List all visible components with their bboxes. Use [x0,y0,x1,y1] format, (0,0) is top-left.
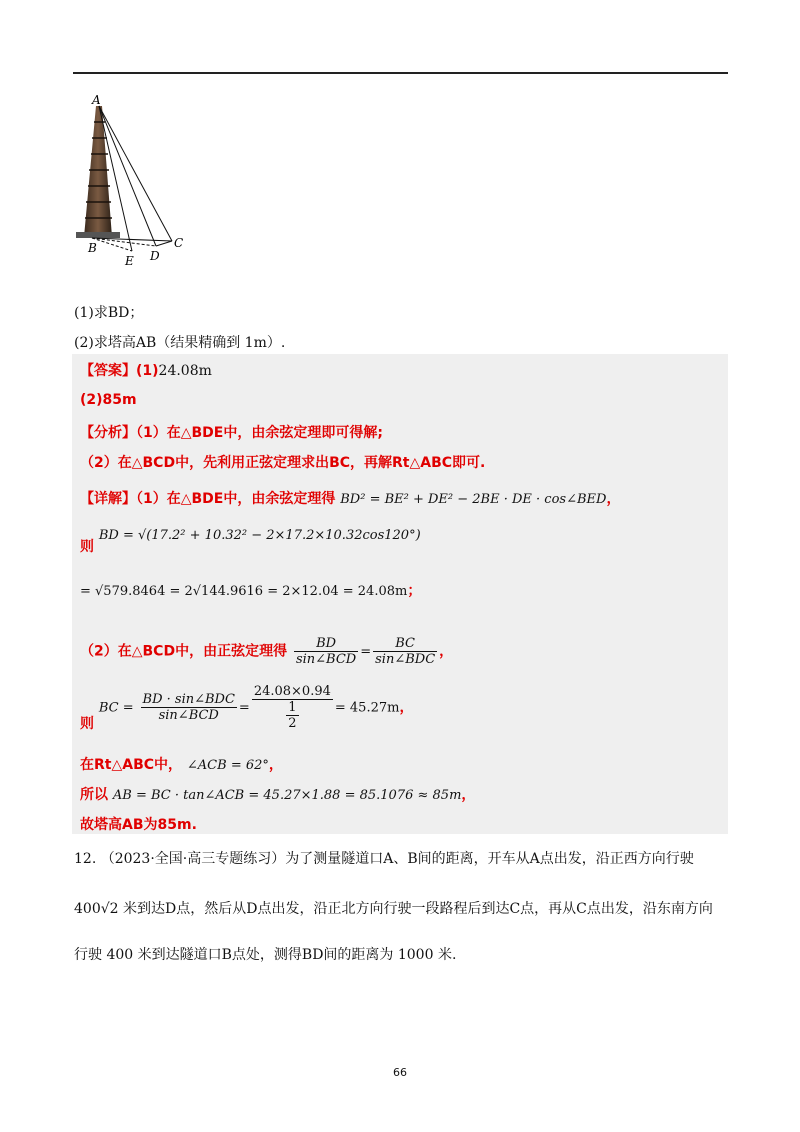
bc-num: BD · sin∠BDC [142,692,235,707]
header-rule [73,72,728,74]
detail-1-end: ， [606,491,621,507]
bd-line [80,528,421,556]
answer-section [72,354,728,834]
analysis-tag: 【分析】 [80,425,136,441]
bc-frac-2 [252,684,333,731]
detail-2-text: （2）在△BCD中，由正弦定理得 [80,643,288,660]
detail-tag: 【详解】 [80,491,136,507]
answer-2: (2)85m [80,392,137,408]
detail-line-1 [80,488,620,508]
answer-1-value: 24.08m [158,363,212,379]
bc-end: ， [399,699,414,716]
so-end: ， [461,787,476,803]
bd-line-2 [80,580,421,600]
bc-left: BC = [98,700,134,716]
sine-law-frac-1 [294,636,358,667]
rt-equation: ∠ACB = 62° [186,758,269,773]
label-C: C [174,236,184,250]
final-answer: 故塔高AB为85m. [80,817,197,833]
detail-1-text: （1）在△BDE中，由余弦定理得 [136,491,336,507]
label-A: A [92,93,101,107]
analysis-line-1 [80,422,383,442]
bd-line-2-end: ； [407,583,422,599]
sine-law-num-1: BD [294,636,358,652]
page-number: 66 [393,1066,407,1079]
label-D: D [150,249,160,263]
answer-1-label: (1) [136,363,159,379]
label-E: E [125,254,134,268]
then-2: 则 [80,715,94,732]
sine-law-num-2: BC [373,636,437,652]
pagoda-base [76,232,120,238]
rt-end: ， [268,757,283,773]
problem-12-line-3: 行驶 400 米到达隧道口B点处，测得BD间的距离为 1000 米. [74,947,457,963]
sine-law-den-2: sin∠BDC [375,652,436,667]
question-2: (2)求塔高AB（结果精确到 1m）. [74,335,286,351]
then-1: 则 [80,539,94,555]
so-equation: AB = BC · tan∠ACB = 45.27×1.88 = 85.1076 ≈ 85m [112,788,462,803]
analysis-2: （2）在△BCD中，先利用正弦定理求出BC，再解Rt△ABC即可. [80,455,486,471]
pagoda-figure [72,92,192,272]
question-1: (1)求BD； [74,305,144,321]
answer-line-1 [80,360,212,380]
analysis-1: （1）在△BDE中，由余弦定理即可得解; [136,425,383,441]
bc-den-2-num: 1 [288,700,297,715]
bc-den-2 [252,700,333,731]
detail-line-2: （2）在△BCD中，由正弦定理得 $\frac{BD}{\text{sin∠BCD}}$ = $\frac{BC}{\text{sin∠BDC}}$ ， [80,636,454,667]
problem-12-line-2: 400√2 米到达D点，然后从D点出发，沿正北方向行驶一段路程后到达C点，再从C点出发，沿东南方向 [74,901,713,917]
answer-tag: 【答案】 [80,363,136,379]
cosine-law-eq: BD² = BE² + DE² − 2BE · DE · cos∠BED [340,492,607,507]
rt-text: 在Rt△ABC中， [80,757,183,773]
detail-2-end: ， [439,643,454,660]
bc-frac-1 [141,692,237,723]
bc-num-2: 24.08×0.94 [253,684,331,699]
bc-den: sin∠BCD [158,708,219,723]
problem-12-line-1: 12. （2023·全国·高三专题练习）为了测量隧道口A、B间的距离，开车从A点出发，沿正西方向行驶 [74,851,694,867]
sine-law-den-1: sin∠BCD [295,652,357,667]
bc-line: 则 BC = $\frac{\text{BD · sin∠BDC}}{\text{sin∠BCD}}$ = $\frac{24.08\times 0.94}{\frac{1}{2}}$ = 45.27m， [80,684,414,732]
so-text: 所以 [80,787,108,803]
bd-equation: BD = √(17.2² + 10.32² − 2×17.2×10.32cos120°) [98,528,421,543]
so-line [80,784,475,804]
sine-law-frac-2 [373,636,437,667]
bc-result: = 45.27m [334,700,400,716]
bc-den-2-den: 2 [288,716,297,731]
bd-equation-2: = √579.8464 = 2√144.9616 = 2×12.04 = 24.08m [80,584,408,599]
rt-line [80,754,283,774]
label-B: B [88,241,97,255]
